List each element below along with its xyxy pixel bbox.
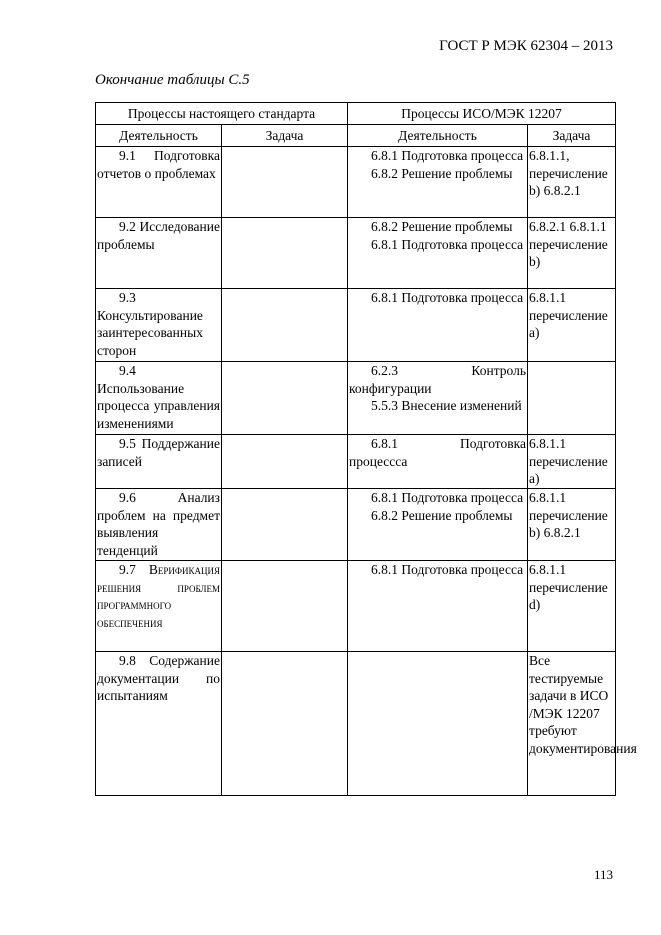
column-header-row	[96, 125, 616, 147]
iso-activity-text: 6.8.1 Подготовка процесса	[371, 148, 524, 163]
iso-activity-cell	[348, 362, 528, 435]
iso-activity-text: 6.2.3 Контроль конфигурации	[349, 363, 526, 396]
group-header-this-standard: Процессы настоящего стандарта	[96, 103, 348, 125]
table-row	[96, 362, 616, 435]
iso-activity-cell	[348, 289, 528, 362]
iso-task-cell	[528, 218, 616, 289]
iso-activity-text: 6.8.1 Подготовка процессса	[349, 436, 526, 469]
activity-text: 9.5 Поддержание записей	[97, 436, 220, 469]
iso-task-cell	[528, 489, 616, 561]
table-row	[96, 218, 616, 289]
iso-task-text: 6.8.1.1 перечисление d)	[529, 562, 608, 612]
column-header-task: Задача	[222, 125, 348, 147]
task-cell	[222, 435, 348, 489]
iso-activity-text: 6.8.2 Решение проблемы	[371, 507, 513, 523]
table-row	[96, 652, 616, 796]
iso-activity-cell	[348, 561, 528, 652]
iso-task-text: 6.8.1.1, перечисление b) 6.8.2.1	[529, 148, 608, 198]
table-row	[96, 147, 616, 218]
iso-activity-text: 6.8.2 Решение проблемы	[371, 165, 513, 181]
activity-text: 9.3 Консультирование заинтересованных сторон	[97, 290, 203, 358]
table-body	[96, 147, 637, 796]
activity-cell	[96, 218, 222, 289]
iso-task-text: 6.8.1.1 перечисление b) 6.8.2.1	[529, 490, 608, 540]
iso-task-cell	[528, 289, 616, 362]
activity-cell	[96, 289, 222, 362]
activity-cell	[96, 652, 222, 796]
activity-text: 9.1 Подготовка отчетов о проблемах	[97, 148, 220, 181]
iso-activity-text: 6.8.1 Подготовка процесса	[371, 236, 524, 252]
iso-task-cell	[528, 362, 616, 435]
column-header-activity: Деятельность	[96, 125, 222, 147]
iso-task-cell	[528, 147, 616, 218]
iso-task-text: 6.8.1.1 перечисление а)	[529, 290, 608, 340]
iso-task-cell	[528, 435, 616, 489]
task-cell	[222, 147, 348, 218]
activity-text: 9.6 Анализ проблем на предмет выявления тенденций	[97, 490, 220, 558]
iso-activity-text: 6.8.1 Подготовка процесса	[371, 490, 524, 505]
iso-activity-text: 6.8.2 Решение проблемы	[371, 219, 513, 234]
task-cell	[222, 362, 348, 435]
iso-activity-cell	[348, 147, 528, 218]
iso-activity-cell	[348, 652, 528, 796]
iso-task-text: 6.8.1.1 перечисление а)	[529, 436, 608, 486]
iso-task-cell	[528, 652, 637, 796]
iso-activity-cell	[348, 489, 528, 561]
column-header-iso-activity: Деятельность	[348, 125, 528, 147]
iso-activity-text: 6.8.1 Подготовка процесса	[371, 562, 524, 577]
iso-task-cell	[528, 561, 616, 652]
iso-activity-cell	[348, 435, 528, 489]
task-cell	[222, 218, 348, 289]
task-cell	[222, 561, 348, 652]
iso-task-text: Все тестируемые задачи в ИСО /МЭК 12207 требуют документирования	[529, 653, 637, 756]
table-row	[96, 435, 616, 489]
activity-cell	[96, 561, 222, 652]
group-header-row	[96, 103, 616, 125]
activity-cell	[96, 147, 222, 218]
table-caption: Окончание таблицы С.5	[95, 72, 250, 88]
iso-activity-text: 6.8.1 Подготовка процесса	[371, 290, 524, 305]
activity-text: 9.8 Содержание документации по испытаниям	[97, 653, 220, 703]
task-cell	[222, 489, 348, 561]
activity-text: 9.4 Использование процесса управления изменениями	[97, 363, 220, 431]
group-header-iso-12207: Процессы ИСО/МЭК 12207	[348, 103, 616, 125]
mapping-table	[95, 102, 637, 796]
page-number: 113	[593, 867, 613, 882]
activity-text: 9.7 Верификация решения проблем программного обеспечения	[97, 562, 220, 630]
activity-cell	[96, 435, 222, 489]
task-cell	[222, 289, 348, 362]
iso-activity-text: 5.5.3 Внесение изменений	[371, 398, 522, 413]
document-header: ГОСТ Р МЭК 62304 – 2013	[439, 38, 613, 54]
activity-cell	[96, 489, 222, 561]
table-row	[96, 489, 616, 561]
table-row	[96, 561, 616, 652]
activity-cell	[96, 362, 222, 435]
iso-activity-cell	[348, 218, 528, 289]
iso-task-text: 6.8.2.1 6.8.1.1 перечисление b)	[529, 219, 608, 269]
table-row	[96, 289, 616, 362]
column-header-iso-task: Задача	[528, 125, 616, 147]
task-cell	[222, 652, 348, 796]
activity-text: 9.2 Исследование проблемы	[97, 219, 220, 252]
